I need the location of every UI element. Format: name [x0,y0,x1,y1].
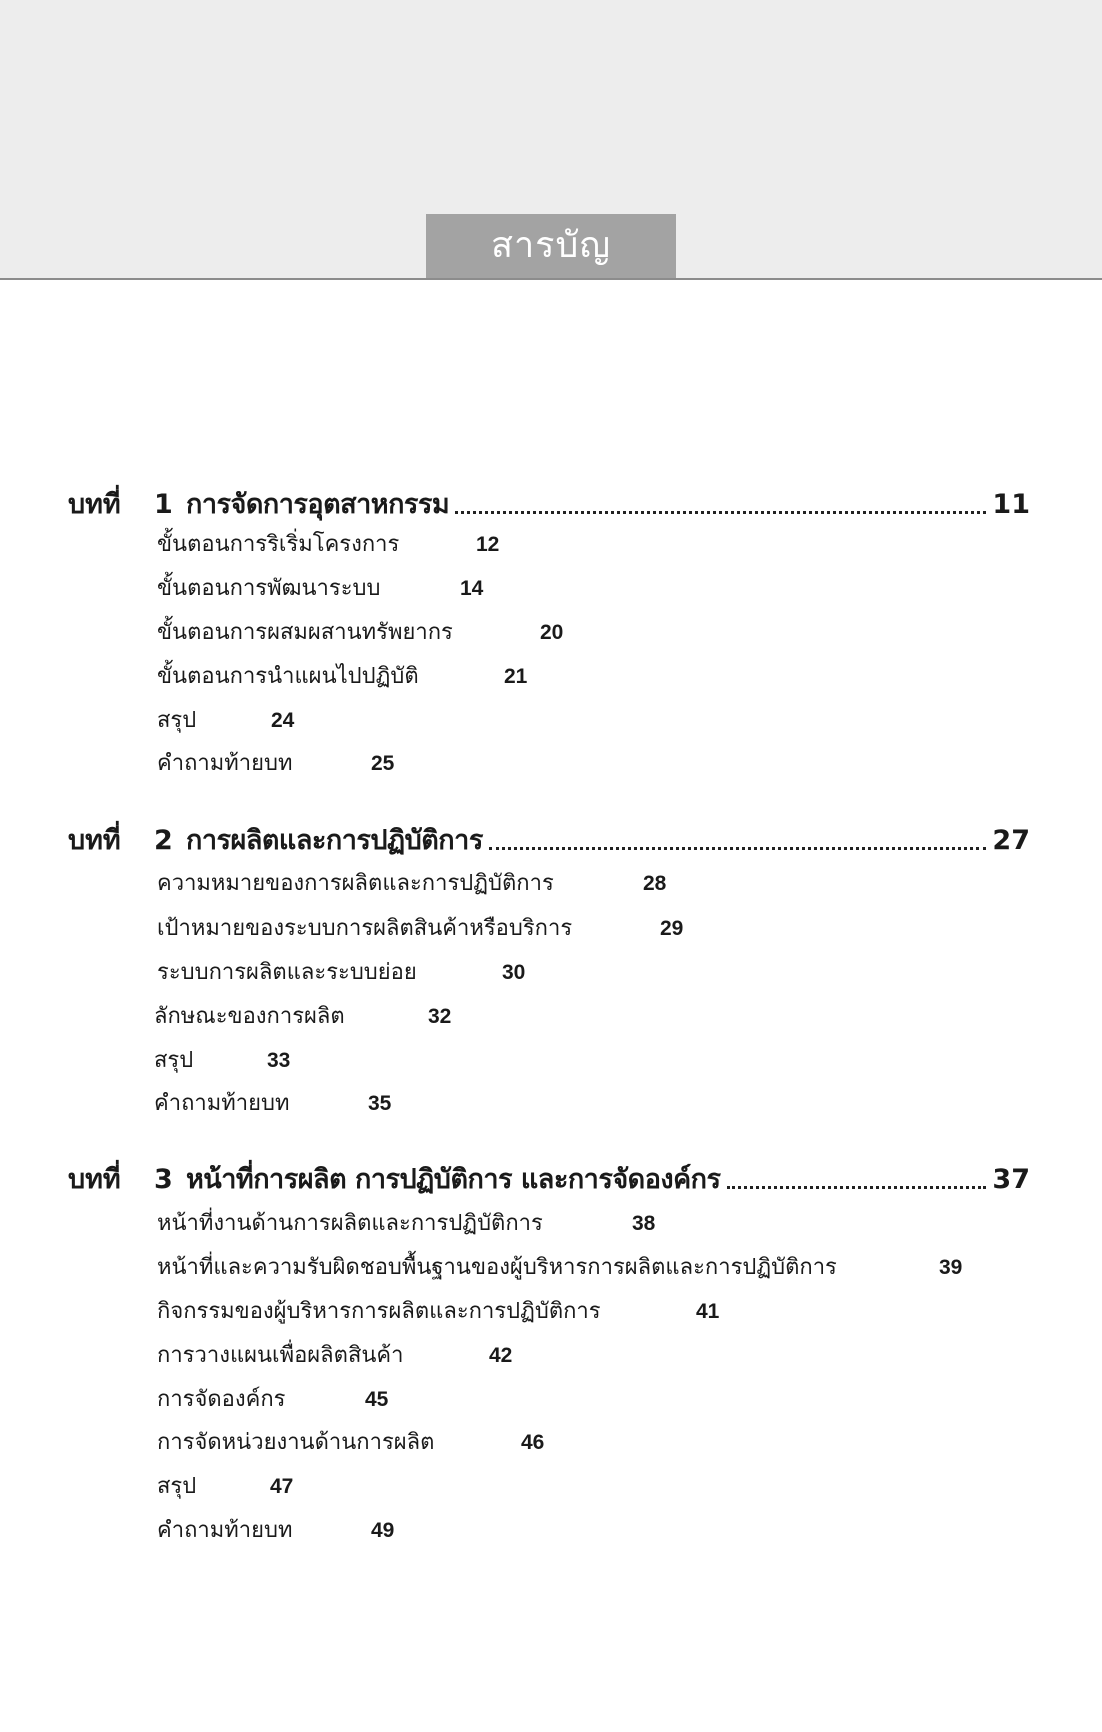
section-title[interactable]: คำถามท้ายบท [157,751,293,776]
chapter-title: หน้าที่การผลิต การปฏิบัติการ และการจัดองค์กร [186,1164,721,1195]
section-title[interactable]: ขั้นตอนการนำแผนไปปฏิบัติ [157,664,419,689]
chapter-page-number: 37 [992,1164,1030,1195]
chapter-title: การจัดการอุตสาหกรรม [186,489,450,520]
section-page-number: 41 [696,1300,720,1323]
section-title[interactable]: ลักษณะของการผลิต [154,1004,345,1029]
section-page-number: 21 [504,665,528,688]
chapter-page-number: 27 [992,825,1030,856]
section-title[interactable]: หน้าที่งานด้านการผลิตและการปฏิบัติการ [157,1211,543,1236]
section-page-number: 24 [271,709,295,732]
section-page-number: 20 [540,621,564,644]
chapter-page-number: 11 [992,489,1030,520]
section-title[interactable]: หน้าที่และความรับผิดชอบพื้นฐานของผู้บริหารการผลิตและการปฏิบัติการ [157,1255,837,1280]
section-page-number: 47 [270,1475,294,1498]
section-page-number: 14 [460,577,484,600]
section-title[interactable]: ขั้นตอนการพัฒนาระบบ [157,576,381,601]
section-title[interactable]: เป้าหมายของระบบการผลิตสินค้าหรือบริการ [157,916,573,941]
section-page-number: 32 [428,1005,452,1028]
chapter-heading-3[interactable] [68,1157,1030,1197]
dot-leader [489,847,987,850]
chapter-number: 1 [154,489,173,520]
section-title[interactable]: การจัดองค์กร [157,1387,286,1412]
section-title[interactable]: สรุป [154,1048,194,1073]
section-page-number: 35 [368,1092,392,1115]
chapter-label: บทที่ [68,825,121,856]
section-page-number: 33 [267,1049,291,1072]
section-page-number: 25 [371,752,395,775]
chapter-heading-2[interactable] [68,818,1030,858]
chapter-label: บทที่ [68,489,121,520]
section-page-number: 29 [660,917,684,940]
section-title[interactable]: ขั้นตอนการริเริ่มโครงการ [157,532,400,557]
dot-leader [455,511,986,514]
section-title[interactable]: ความหมายของการผลิตและการปฏิบัติการ [157,871,554,896]
section-title[interactable]: กิจกรรมของผู้บริหารการผลิตและการปฏิบัติการ [157,1299,601,1324]
section-page-number: 42 [489,1344,513,1367]
section-title[interactable]: คำถามท้ายบท [157,1518,293,1543]
section-page-number: 30 [502,961,526,984]
section-title[interactable]: ขั้นตอนการผสมผสานทรัพยากร [157,620,453,645]
section-page-number: 46 [521,1431,545,1454]
section-title[interactable]: สรุป [157,708,197,733]
chapter-number: 3 [154,1164,173,1195]
section-page-number: 12 [476,533,500,556]
page-title: สารบัญ [426,214,676,278]
chapter-heading-1[interactable] [68,482,1030,522]
section-title[interactable]: การจัดหน่วยงานด้านการผลิต [157,1430,435,1455]
section-page-number: 38 [632,1212,656,1235]
section-page-number: 49 [371,1519,395,1542]
section-page-number: 45 [365,1388,389,1411]
dot-leader [727,1186,987,1189]
chapter-title: การผลิตและการปฏิบัติการ [186,825,483,856]
section-title[interactable]: ระบบการผลิตและระบบย่อย [157,960,417,985]
chapter-label: บทที่ [68,1164,121,1195]
section-title[interactable]: สรุป [157,1474,197,1499]
section-page-number: 39 [939,1256,963,1279]
section-title[interactable]: การวางแผนเพื่อผลิตสินค้า [157,1343,404,1368]
chapter-number: 2 [154,825,173,856]
section-title[interactable]: คำถามท้ายบท [154,1091,290,1116]
section-page-number: 28 [643,872,667,895]
